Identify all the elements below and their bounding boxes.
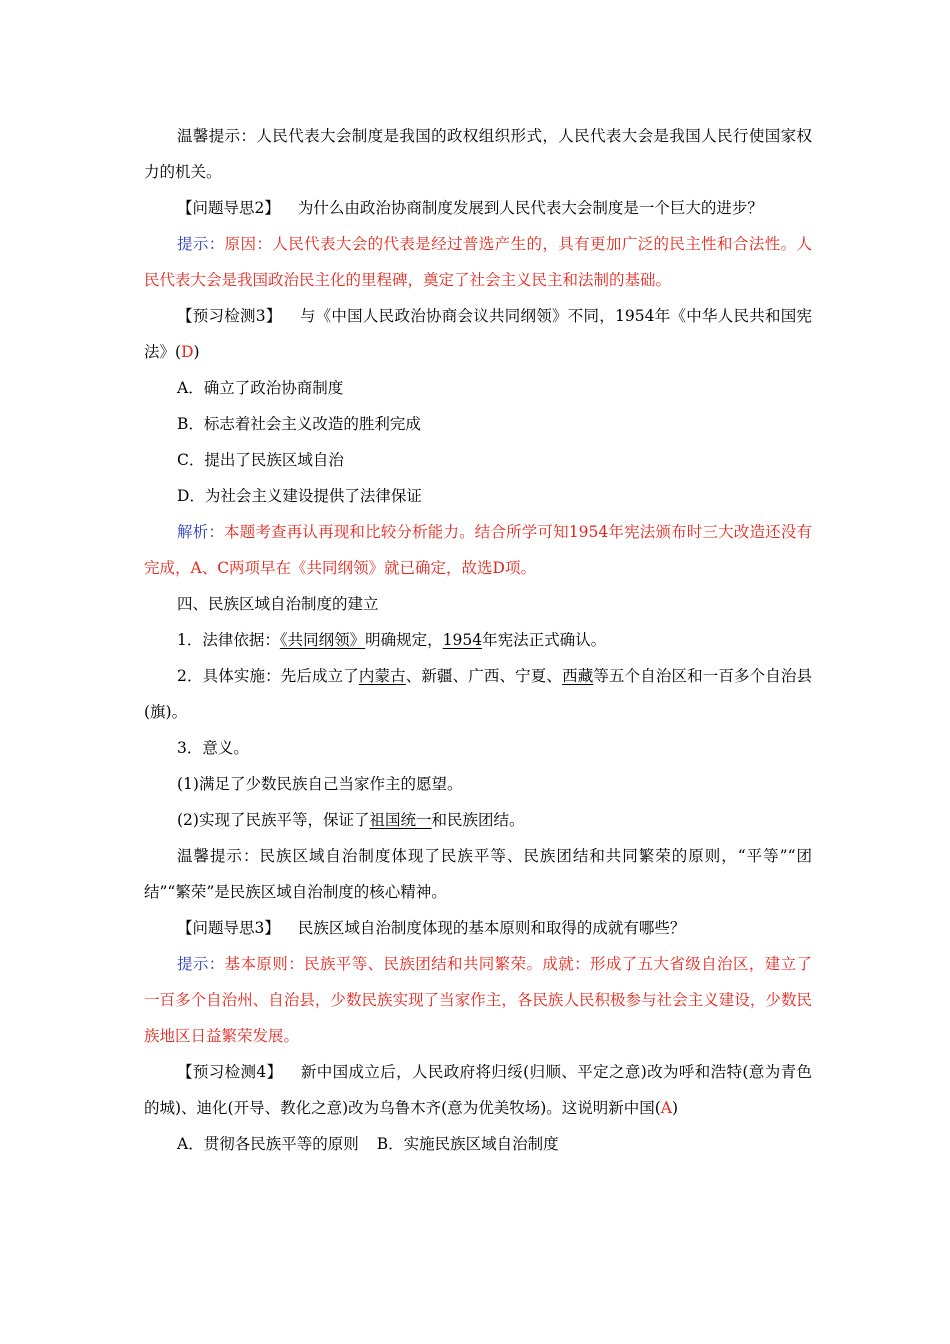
tip-paragraph-1: 温馨提示：人民代表大会制度是我国的政权组织形式，人民代表大会是我国人民行使国家权力的机关。 xyxy=(144,127,812,181)
question-guide-3-text: 民族区域自治制度体现的基本原则和取得的成就有哪些？ xyxy=(297,919,686,937)
preview-check-4-text: 新中国成立后，人民政府将归绥(归顺、平定之意)改为呼和浩特(意为青色的城)、迪化(开导、教化之意)改为乌鲁木齐(意为优美牧场)。这说明新中国( xyxy=(144,1063,812,1117)
preview-check-3-label: 【预习检测3】 xyxy=(177,307,282,325)
preview-check-3-answer: D xyxy=(181,343,194,361)
answer-hint-2-label: 提示： xyxy=(177,235,225,253)
item-1-blank-2: 1954 xyxy=(442,631,483,649)
item-1-prefix: 1．法律依据： xyxy=(177,631,280,649)
question-guide-3-label: 【问题导思3】 xyxy=(177,919,280,937)
question-guide-3 xyxy=(144,910,812,946)
answer-hint-2 xyxy=(144,226,812,298)
option-4-a: A．贯彻各民族平等的原则 xyxy=(177,1135,359,1153)
significance-2-blank: 祖国统一 xyxy=(369,811,432,829)
option-b: B．标志着社会主义改造的胜利完成 xyxy=(177,415,421,433)
option-a: A．确立了政治协商制度 xyxy=(177,379,344,397)
significance-2-suffix: 和民族团结。 xyxy=(431,811,525,829)
document-page xyxy=(144,118,812,1162)
significance-2-prefix: (2)实现了民族平等，保证了 xyxy=(177,811,370,829)
preview-check-4-answer: A xyxy=(660,1099,672,1117)
preview-check-4 xyxy=(144,1054,812,1126)
analysis-3-label: 解析： xyxy=(177,523,225,541)
preview-check-3-close: ) xyxy=(193,343,200,361)
item-2-blank-2: 西藏 xyxy=(562,667,594,685)
answer-hint-3 xyxy=(144,946,812,1054)
preview-check-4-close: ) xyxy=(672,1099,679,1117)
analysis-3 xyxy=(144,514,812,586)
item-2-blank-1: 内蒙古 xyxy=(358,667,406,685)
item-2-suffix: 等五个自治区和一百多个自治县(旗)。 xyxy=(144,667,812,721)
analysis-3-text: 本题考查再认再现和比较分析能力。结合所学可知1954年宪法颁布时三大改造还没有完成，A、C两项早在《共同纲领》就已确定，故选D项。 xyxy=(144,523,812,577)
answer-hint-2-text: 原因：人民代表大会的代表是经过普选产生的，具有更加广泛的民主性和合法性。人民代表大会是我国政治民主化的里程碑，奠定了社会主义民主和法制的基础。 xyxy=(144,235,812,289)
preview-check-4-label: 【预习检测4】 xyxy=(177,1063,283,1081)
item-1-suffix: 年宪法正式确认。 xyxy=(482,631,607,649)
options-row-4 xyxy=(144,1126,812,1162)
answer-hint-3-text: 基本原则：民族平等、民族团结和共同繁荣。成就：形成了五大省级自治区，建立了一百多个自治州、自治县，少数民族实现了当家作主，各民族人民积极参与社会主义建设，少数民族地区日益繁荣发展。 xyxy=(144,955,812,1045)
section-4-title: 四、民族区域自治制度的建立 xyxy=(177,595,379,613)
option-c: C．提出了民族区域自治 xyxy=(177,451,344,469)
item-1-blank-1: 《共同纲领》 xyxy=(279,631,366,649)
section-4-item-2 xyxy=(144,658,812,730)
question-guide-2-label: 【问题导思2】 xyxy=(177,199,280,217)
question-guide-2-text: 为什么由政治协商制度发展到人民代表大会制度是一个巨大的进步？ xyxy=(297,199,763,217)
preview-check-3-text: 与《中国人民政治协商会议共同纲领》不同，1954年《中华人民共和国宪法》( xyxy=(144,307,812,361)
option-d: D．为社会主义建设提供了法律保证 xyxy=(177,487,422,505)
tip-paragraph-2: 温馨提示：民族区域自治制度体现了民族平等、民族团结和共同繁荣的原则，“平等”“团结”“繁荣”是民族区域自治制度的核心精神。 xyxy=(144,847,812,901)
item-1-middle: 明确规定， xyxy=(365,631,443,649)
section-4-item-1 xyxy=(144,622,812,658)
question-guide-2 xyxy=(144,190,812,226)
significance-2 xyxy=(144,802,812,838)
section-4-item-3: 3．意义。 xyxy=(177,739,249,757)
option-4-b: B．实施民族区域自治制度 xyxy=(376,1135,559,1153)
answer-hint-3-label: 提示： xyxy=(177,955,225,973)
significance-1: (1)满足了少数民族自己当家作主的愿望。 xyxy=(177,775,463,793)
item-2-prefix: 2．具体实施：先后成立了 xyxy=(177,667,359,685)
item-2-middle: 、新疆、广西、宁夏、 xyxy=(405,667,563,685)
preview-check-3 xyxy=(144,298,812,370)
